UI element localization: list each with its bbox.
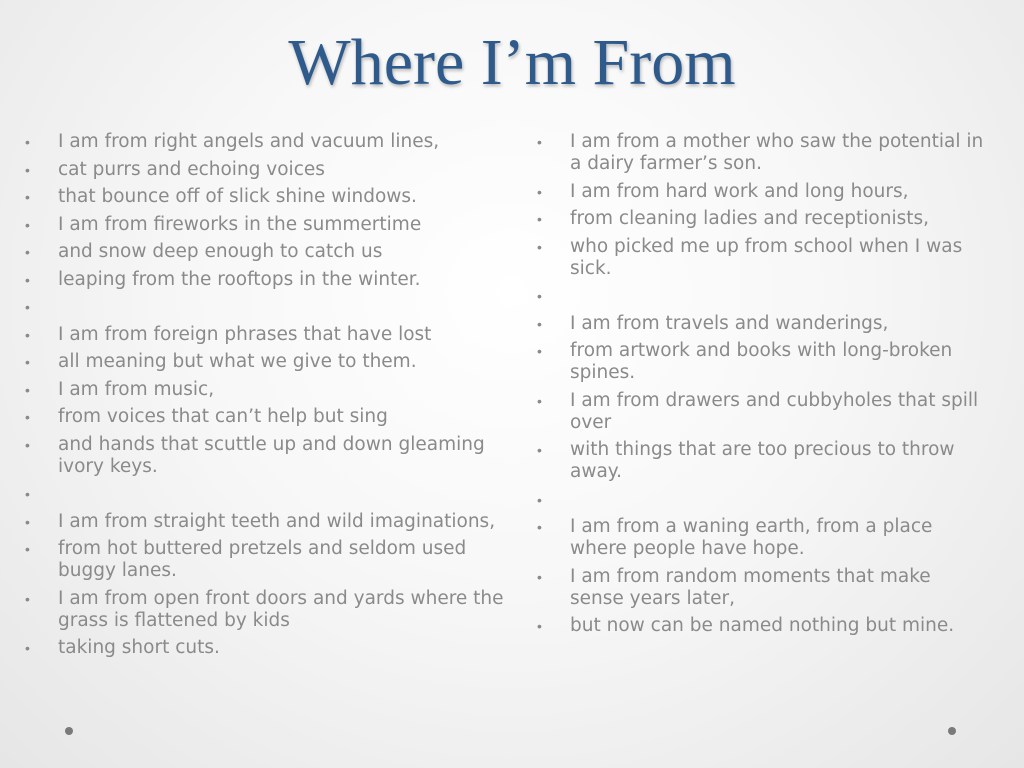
bullet-icon: • xyxy=(25,640,30,656)
poem-line-text: from voices that can’t help but sing xyxy=(58,406,388,427)
poem-line xyxy=(22,637,510,659)
poem-line xyxy=(22,241,510,263)
poem-line-text: I am from right angels and vacuum lines, xyxy=(58,131,440,152)
poem-line-text: from artwork and books with long-broken spines. xyxy=(570,340,953,383)
decorative-dot-icon xyxy=(65,727,73,735)
bullet-icon: • xyxy=(537,442,542,458)
bullet-icon: • xyxy=(25,354,30,370)
poem-line-text: I am from fireworks in the summertime xyxy=(58,213,422,235)
bullet-icon: • xyxy=(537,211,542,227)
poem-line-text: I am from a mother who saw the potential in a dairy farmer’s son. xyxy=(570,131,984,174)
poem-line-text: I am from drawers and cubbyholes that spill over xyxy=(570,389,979,433)
bullet-icon: • xyxy=(537,491,542,508)
poem-line xyxy=(534,516,984,560)
poem-line xyxy=(534,313,984,335)
bullet-icon: • xyxy=(25,381,30,398)
bullet-icon: • xyxy=(25,134,30,150)
poem-line xyxy=(534,615,984,637)
poem-line-empty xyxy=(22,483,510,505)
poem-line-text: I am from foreign phrases that have lost xyxy=(58,323,432,345)
poem-line-text: I am from music, xyxy=(58,378,215,400)
poem-line xyxy=(534,131,984,175)
poem-line-text: that bounce off of slick shine windows. xyxy=(58,186,417,207)
poem-line-text: and hands that scuttle up and down gleaming ivory keys. xyxy=(58,433,485,477)
slide-title: Where I’m From xyxy=(288,26,736,99)
poem-line-text: leaping from the rooftops in the winter. xyxy=(58,268,421,290)
bullet-icon: • xyxy=(537,618,542,634)
poem-line xyxy=(22,351,510,373)
bullet-icon: • xyxy=(25,541,30,557)
bullet-icon: • xyxy=(25,161,30,178)
poem-line-text: from cleaning ladies and receptionists, xyxy=(570,208,929,229)
poem-line xyxy=(22,324,510,346)
bullet-icon: • xyxy=(537,238,542,255)
bullet-icon: • xyxy=(25,216,30,233)
bullet-icon: • xyxy=(537,343,542,359)
bullet-icon: • xyxy=(25,189,30,205)
bullet-icon: • xyxy=(537,519,542,535)
poem-line-empty xyxy=(22,296,510,318)
poem-line xyxy=(534,340,984,384)
poem-line xyxy=(22,131,510,153)
poem-line-text: cat purrs and echoing voices xyxy=(58,158,325,180)
poem-line-text: taking short cuts. xyxy=(58,637,220,658)
poem-line xyxy=(534,236,984,280)
poem-line-text: from hot buttered pretzels and seldom used buggy lanes. xyxy=(58,538,467,581)
poem-line-empty xyxy=(534,285,984,307)
poem-line-text: who picked me up from school when I was sick. xyxy=(570,235,963,279)
poem-line xyxy=(534,181,984,203)
poem-line-text: I am from hard work and long hours, xyxy=(570,180,909,202)
bullet-icon: • xyxy=(537,134,542,150)
left-poem-column xyxy=(22,131,510,665)
poem-line xyxy=(534,566,984,610)
poem-line-empty xyxy=(534,489,984,511)
bullet-icon: • xyxy=(537,392,542,409)
poem-line-text: all meaning but what we give to them. xyxy=(58,351,417,372)
poem-line xyxy=(22,538,510,582)
decorative-dot-icon xyxy=(948,727,956,735)
poem-line xyxy=(534,390,984,434)
poem-line xyxy=(22,379,510,401)
bullet-icon: • xyxy=(25,486,30,502)
bullet-icon: • xyxy=(25,326,30,343)
poem-line-text: with things that are too precious to throw away. xyxy=(570,439,955,482)
poem-line xyxy=(22,406,510,428)
bullet-icon: • xyxy=(537,288,542,304)
poem-line xyxy=(22,159,510,181)
right-poem-column xyxy=(534,131,984,643)
bullet-icon: • xyxy=(25,590,30,607)
poem-line xyxy=(22,269,510,291)
bullet-icon: • xyxy=(537,315,542,332)
bullet-icon: • xyxy=(25,513,30,530)
poem-line xyxy=(22,434,510,478)
poem-line xyxy=(534,208,984,230)
bullet-icon: • xyxy=(25,271,30,288)
poem-line-text: but now can be named nothing but mine. xyxy=(570,615,955,636)
bullet-icon: • xyxy=(25,244,30,260)
bullet-icon: • xyxy=(25,436,30,453)
bullet-icon: • xyxy=(537,183,542,200)
bullet-icon: • xyxy=(25,299,30,315)
poem-line-text: and snow deep enough to catch us xyxy=(58,241,383,262)
poem-line xyxy=(22,588,510,632)
poem-line-text: I am from open front doors and yards where the grass is flattened by kids xyxy=(58,587,504,631)
poem-line xyxy=(22,186,510,208)
poem-line-text: I am from random moments that make sense years later, xyxy=(570,565,931,609)
poem-line-text: I am from a waning earth, from a place where people have hope. xyxy=(570,516,933,559)
bullet-icon: • xyxy=(537,568,542,585)
bullet-icon: • xyxy=(25,409,30,425)
poem-line-text: I am from straight teeth and wild imaginations, xyxy=(58,510,496,532)
poem-line-text: I am from travels and wanderings, xyxy=(570,312,889,334)
poem-line xyxy=(534,439,984,483)
poem-line xyxy=(22,214,510,236)
poem-line xyxy=(22,511,510,533)
